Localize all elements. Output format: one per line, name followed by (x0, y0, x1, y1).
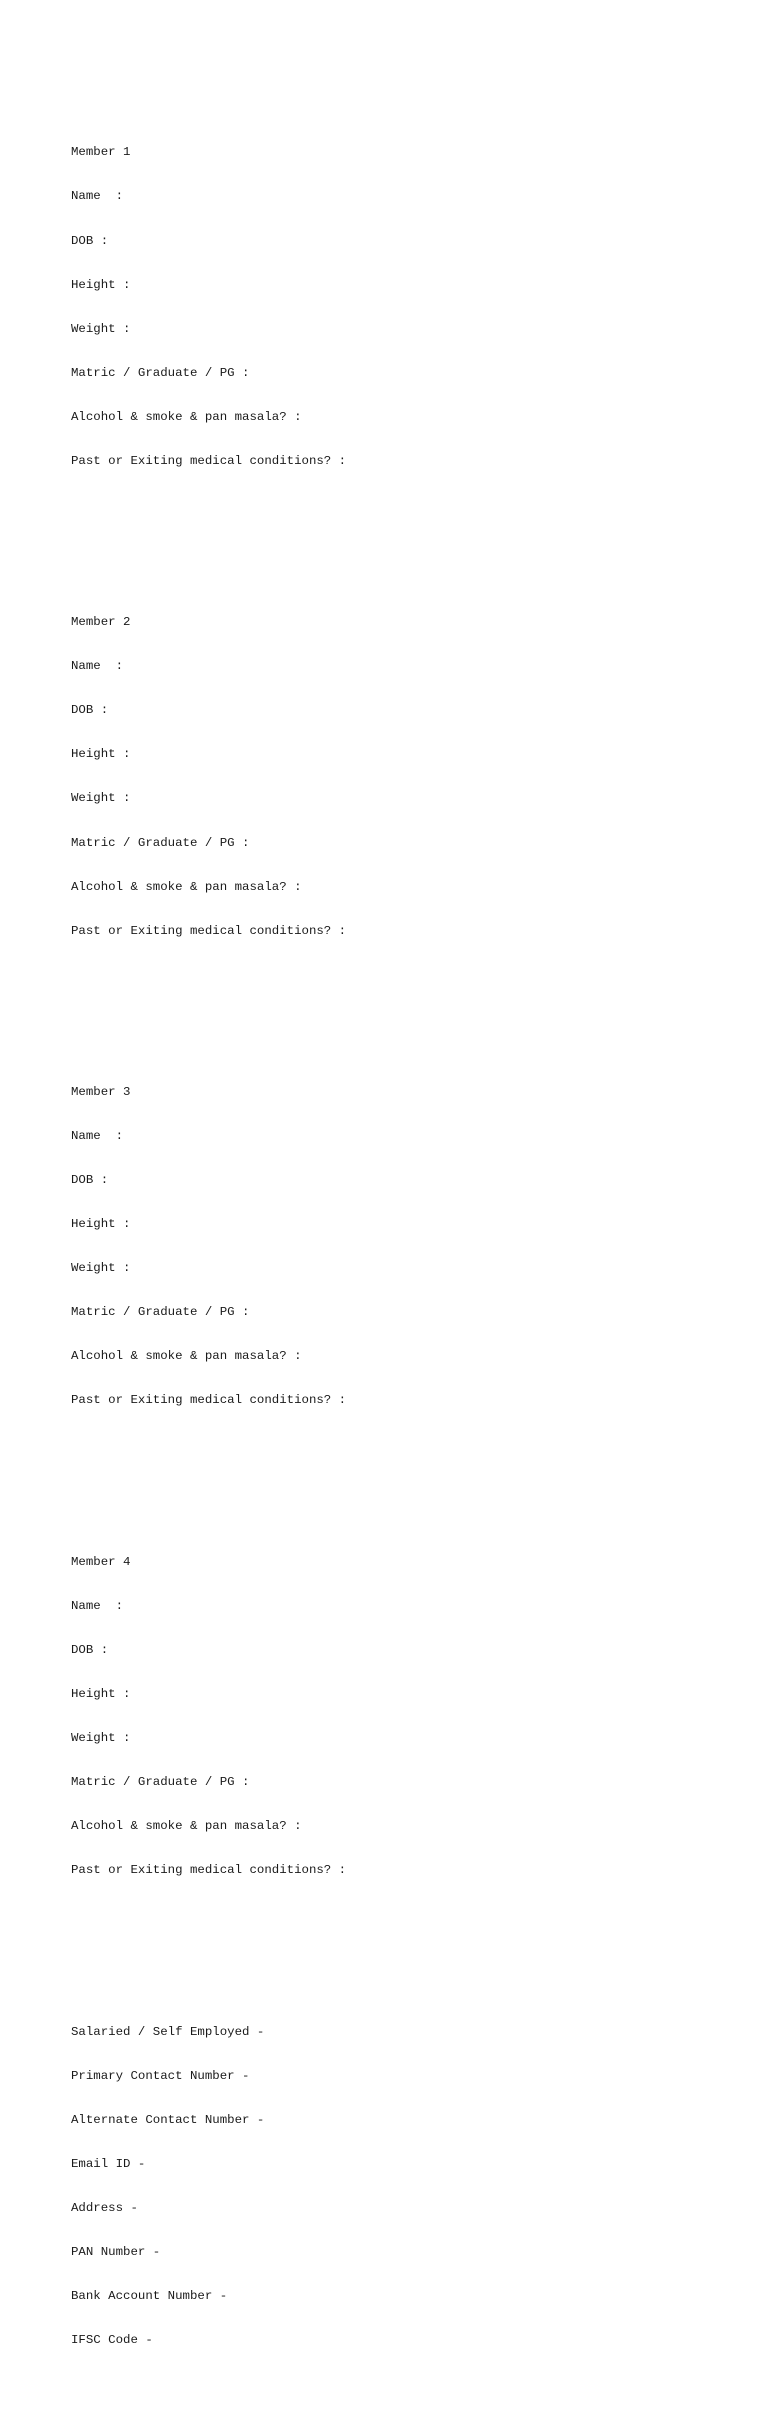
member-name-field: Name : (71, 1599, 124, 1614)
member-education-field: Matric / Graduate / PG : (71, 365, 250, 380)
member-medical-field: Past or Exiting medical conditions? : (71, 453, 347, 468)
member-block-2 (71, 586, 346, 968)
blank-line (71, 997, 346, 1012)
blank-line (71, 1467, 346, 1482)
member-name-field: Name : (71, 189, 124, 204)
member-habits-field: Alcohol & smoke & pan masala? : (71, 1349, 302, 1364)
member-block-4 (71, 1526, 346, 1908)
member-name-field: Name : (71, 1129, 124, 1144)
member-habits-field: Alcohol & smoke & pan masala? : (71, 409, 302, 424)
member-heading: Member 3 (71, 1085, 131, 1100)
member-block-1 (71, 116, 346, 498)
member-education-field: Matric / Graduate / PG : (71, 835, 250, 850)
member-medical-field: Past or Exiting medical conditions? : (71, 1863, 347, 1878)
member-height-field: Height : (71, 1217, 131, 1232)
member-height-field: Height : (71, 747, 131, 762)
ifsc-code-field: IFSC Code - (71, 2333, 153, 2348)
member-habits-field: Alcohol & smoke & pan masala? : (71, 879, 302, 894)
address-field: Address - (71, 2201, 138, 2216)
member-medical-field: Past or Exiting medical conditions? : (71, 923, 347, 938)
member-weight-field: Weight : (71, 1261, 131, 1276)
member-weight-field: Weight : (71, 791, 131, 806)
email-field: Email ID - (71, 2157, 146, 2172)
member-dob-field: DOB : (71, 233, 109, 248)
member-education-field: Matric / Graduate / PG : (71, 1305, 250, 1320)
employment-type-field: Salaried / Self Employed - (71, 2024, 265, 2039)
member-heading: Member 4 (71, 1555, 131, 1570)
member-dob-field: DOB : (71, 703, 109, 718)
blank-line (71, 527, 346, 542)
bank-account-field: Bank Account Number - (71, 2289, 228, 2304)
member-name-field: Name : (71, 659, 124, 674)
document-text (71, 72, 346, 2421)
member-habits-field: Alcohol & smoke & pan masala? : (71, 1819, 302, 1834)
member-dob-field: DOB : (71, 1173, 109, 1188)
member-dob-field: DOB : (71, 1643, 109, 1658)
member-weight-field: Weight : (71, 321, 131, 336)
member-weight-field: Weight : (71, 1731, 131, 1746)
member-medical-field: Past or Exiting medical conditions? : (71, 1393, 347, 1408)
member-height-field: Height : (71, 1687, 131, 1702)
member-height-field: Height : (71, 277, 131, 292)
primary-contact-field: Primary Contact Number - (71, 2068, 250, 2083)
blank-line (71, 1937, 346, 1952)
alternate-contact-field: Alternate Contact Number - (71, 2112, 265, 2127)
contact-details-block (71, 1996, 346, 2378)
member-education-field: Matric / Graduate / PG : (71, 1775, 250, 1790)
pan-number-field: PAN Number - (71, 2245, 161, 2260)
member-block-3 (71, 1056, 346, 1438)
member-heading: Member 2 (71, 615, 131, 630)
member-heading: Member 1 (71, 145, 131, 160)
